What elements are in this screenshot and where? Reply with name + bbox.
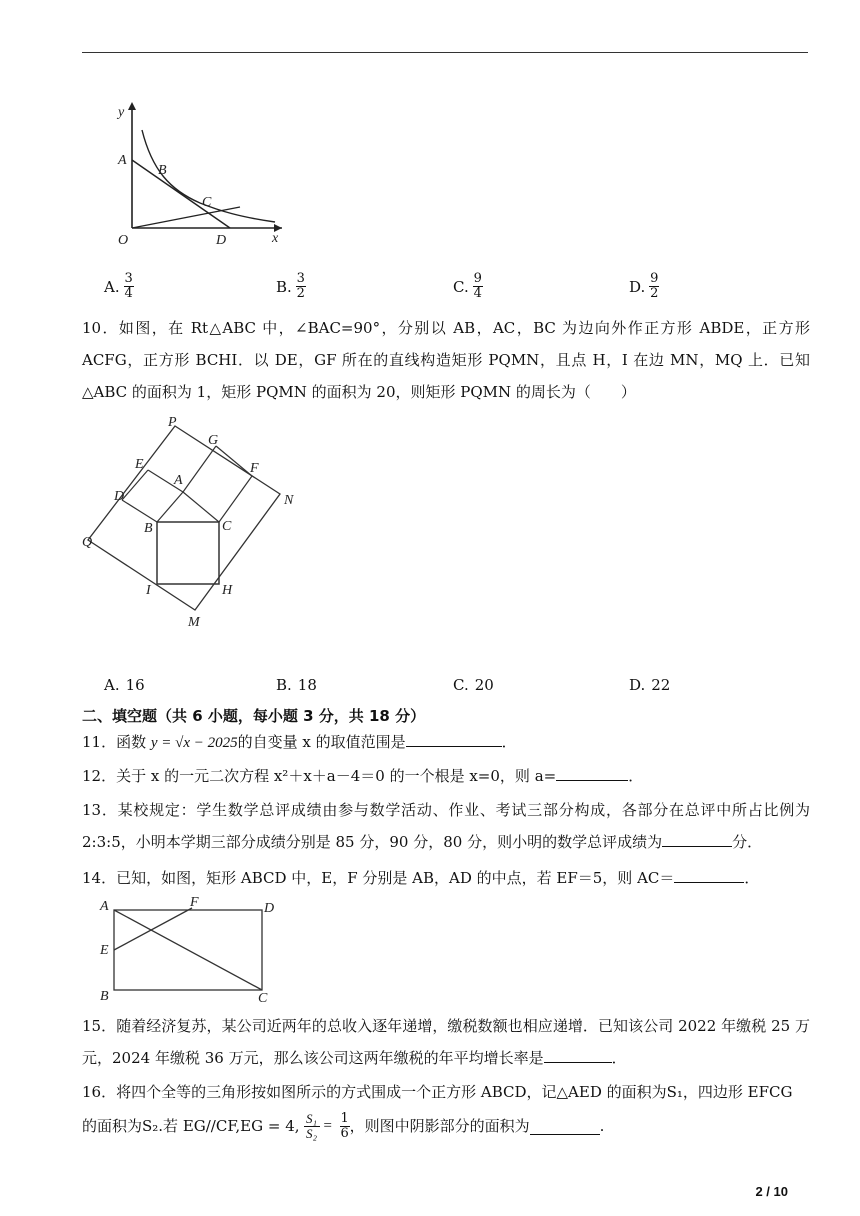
q16-ratio-eq: = bbox=[322, 1118, 333, 1134]
q13-answer-blank[interactable] bbox=[662, 830, 732, 847]
q10-option-b[interactable] bbox=[276, 676, 317, 694]
q13-end: 分． bbox=[732, 833, 763, 851]
q10-text: 10．如图，在 Rt△ABC 中，∠BAC=90°，分别以 AB，AC，BC 为边向外作正方形 ABDE，正方形 ACFG，正方形 BCHI．以 DE，GF 所在的直线构造矩形 PQMN，且点 H，I 在边 MN，MQ 上．已知△ABC 的面积为 1，矩形 PQMN 的面积为 20，则矩形 PQMN 的周长为（ ） bbox=[82, 319, 810, 401]
q9-label-d: D bbox=[216, 233, 227, 248]
q10-label-m: M bbox=[188, 615, 200, 630]
q16-line2-suffix: ，则图中阴影部分的面积为 bbox=[349, 1117, 530, 1135]
q10-options bbox=[104, 676, 744, 706]
numerator: 9 bbox=[650, 271, 659, 286]
q16-line1: 16．将四个全等的三角形按如图所示的方式围成一个正方形 ABCD，记△AED 的面积为S₁，四边形 EFCG bbox=[82, 1083, 793, 1101]
q9-option-d[interactable] bbox=[629, 272, 659, 301]
q9-label-b: B bbox=[158, 163, 167, 178]
denominator: 4 bbox=[473, 286, 482, 301]
ratio-value-denominator: 6 bbox=[340, 1125, 349, 1141]
q11-end: ． bbox=[501, 733, 517, 751]
header-rule bbox=[82, 52, 808, 53]
q16-ratio-value bbox=[340, 1112, 350, 1141]
ratio-denominator: S₂ bbox=[306, 1125, 318, 1141]
numerator: 3 bbox=[124, 271, 133, 286]
ratio-numerator: S₁ bbox=[306, 1110, 318, 1126]
q10-option-a-value: 16 bbox=[125, 676, 145, 694]
q10-label-e: E bbox=[135, 457, 144, 472]
q10-label-q: Q bbox=[82, 535, 93, 550]
q9-option-a-fraction bbox=[124, 272, 134, 301]
q16-end: . bbox=[599, 1117, 605, 1135]
q10-label-a: A bbox=[174, 473, 183, 488]
q16-line2 bbox=[82, 1110, 810, 1142]
q10-option-c[interactable] bbox=[453, 676, 494, 694]
q13 bbox=[82, 794, 810, 858]
q14-end: ． bbox=[744, 869, 760, 887]
q10-label-h: H bbox=[222, 583, 233, 598]
q9-option-c-letter: C. bbox=[453, 277, 469, 296]
q9-option-d-letter: D. bbox=[629, 277, 646, 296]
q9-option-a[interactable] bbox=[104, 272, 134, 301]
denominator: 2 bbox=[650, 286, 659, 301]
page-number: 2 / 10 bbox=[755, 1184, 788, 1199]
q14-label-c: C bbox=[258, 991, 268, 1006]
q10-option-d[interactable] bbox=[629, 676, 670, 694]
q15-text: 15．随着经济复苏，某公司近两年的总收入逐年递增，缴税数额也相应递增．已知该公司 2022 年缴税 25 万元，2024 年缴税 36 万元，那么该公司这两年缴税的年平均增长率是 bbox=[82, 1017, 810, 1067]
q10-label-i: I bbox=[146, 583, 151, 598]
q10-option-c-value: 20 bbox=[474, 676, 494, 694]
q10-label-p: P bbox=[168, 415, 177, 430]
q12-end: ． bbox=[628, 767, 644, 785]
q14-figure bbox=[96, 894, 286, 1006]
q10-option-d-value: 22 bbox=[651, 676, 671, 694]
q10-option-d-letter: D. bbox=[629, 676, 646, 694]
q14-label-b: B bbox=[100, 989, 109, 1004]
q9-option-b-letter: B. bbox=[276, 277, 292, 296]
q14-label-a: A bbox=[100, 899, 109, 914]
q14-label-f: F bbox=[190, 895, 199, 910]
q14 bbox=[82, 862, 810, 894]
q11-answer-blank[interactable] bbox=[406, 730, 502, 747]
q10-label-f: F bbox=[250, 461, 259, 476]
numerator: 9 bbox=[473, 271, 482, 286]
q16-line2-prefix: 的面积为S₂.若 EG//CF,EG = 4, bbox=[82, 1117, 300, 1135]
q10-figure bbox=[80, 412, 310, 632]
q9-option-a-letter: A. bbox=[104, 277, 120, 296]
numerator: 3 bbox=[296, 271, 305, 286]
q9-option-b-fraction bbox=[296, 272, 306, 301]
ratio-value-numerator: 1 bbox=[340, 1110, 349, 1126]
denominator: 2 bbox=[296, 286, 305, 301]
q10-option-a[interactable] bbox=[104, 676, 145, 694]
q10-option-b-value: 18 bbox=[297, 676, 317, 694]
q9-label-x: x bbox=[272, 231, 279, 246]
q10-option-b-letter: B. bbox=[276, 676, 292, 694]
q11-suffix: 的自变量 x 的取值范围是 bbox=[237, 733, 406, 751]
q10-label-g: G bbox=[208, 433, 219, 448]
q11 bbox=[82, 726, 810, 759]
q9-option-c[interactable] bbox=[453, 272, 483, 301]
section-heading-fill-in: 二、填空题（共 6 小题，每小题 3 分，共 18 分） bbox=[82, 707, 426, 725]
q16-ratio bbox=[304, 1112, 320, 1141]
denominator: 4 bbox=[124, 286, 133, 301]
q12-text: 12．关于 x 的一元二次方程 x²＋x＋a－4＝0 的一个根是 x=0，则 a= bbox=[82, 767, 557, 785]
q9-option-b[interactable] bbox=[276, 272, 306, 301]
q12 bbox=[82, 760, 810, 792]
q9-label-c: C bbox=[202, 195, 212, 210]
q9-label-o: O bbox=[118, 233, 129, 248]
q9-figure bbox=[100, 90, 290, 260]
q15-answer-blank[interactable] bbox=[544, 1046, 612, 1063]
q9-option-c-fraction bbox=[473, 272, 483, 301]
q10-label-n: N bbox=[284, 493, 294, 508]
q10-label-c: C bbox=[222, 519, 232, 534]
q10-option-c-letter: C. bbox=[453, 676, 469, 694]
q14-text: 14．已知，如图，矩形 ABCD 中，E，F 分别是 AB，AD 的中点，若 EF＝5，则 AC＝ bbox=[82, 869, 675, 887]
q9-option-d-fraction bbox=[649, 272, 659, 301]
q9-label-y: y bbox=[118, 105, 125, 120]
q15 bbox=[82, 1010, 810, 1074]
q14-label-e: E bbox=[100, 943, 109, 958]
q14-label-d: D bbox=[264, 901, 275, 916]
q13-text: 13．某校规定：学生数学总评成绩由参与数学活动、作业、考试三部分构成，各部分在总评中所占比例为 2:3:5，小明本学期三部分成绩分别是 85 分，90 分，80 分，则小明的数学总评成绩为 bbox=[82, 801, 810, 851]
q11-formula: y = √x − 2025 bbox=[150, 735, 238, 751]
q9-label-a: A bbox=[118, 153, 127, 168]
q11-prefix: 11．函数 bbox=[82, 733, 151, 751]
q10-option-a-letter: A. bbox=[104, 676, 120, 694]
q10-label-d: D bbox=[114, 489, 125, 504]
q9-options bbox=[104, 272, 744, 302]
q10-label-b: B bbox=[144, 521, 153, 536]
q15-end: ． bbox=[611, 1049, 627, 1067]
q12-answer-blank[interactable] bbox=[556, 764, 628, 781]
q14-answer-blank[interactable] bbox=[674, 866, 744, 883]
q16-answer-blank[interactable] bbox=[530, 1118, 600, 1135]
